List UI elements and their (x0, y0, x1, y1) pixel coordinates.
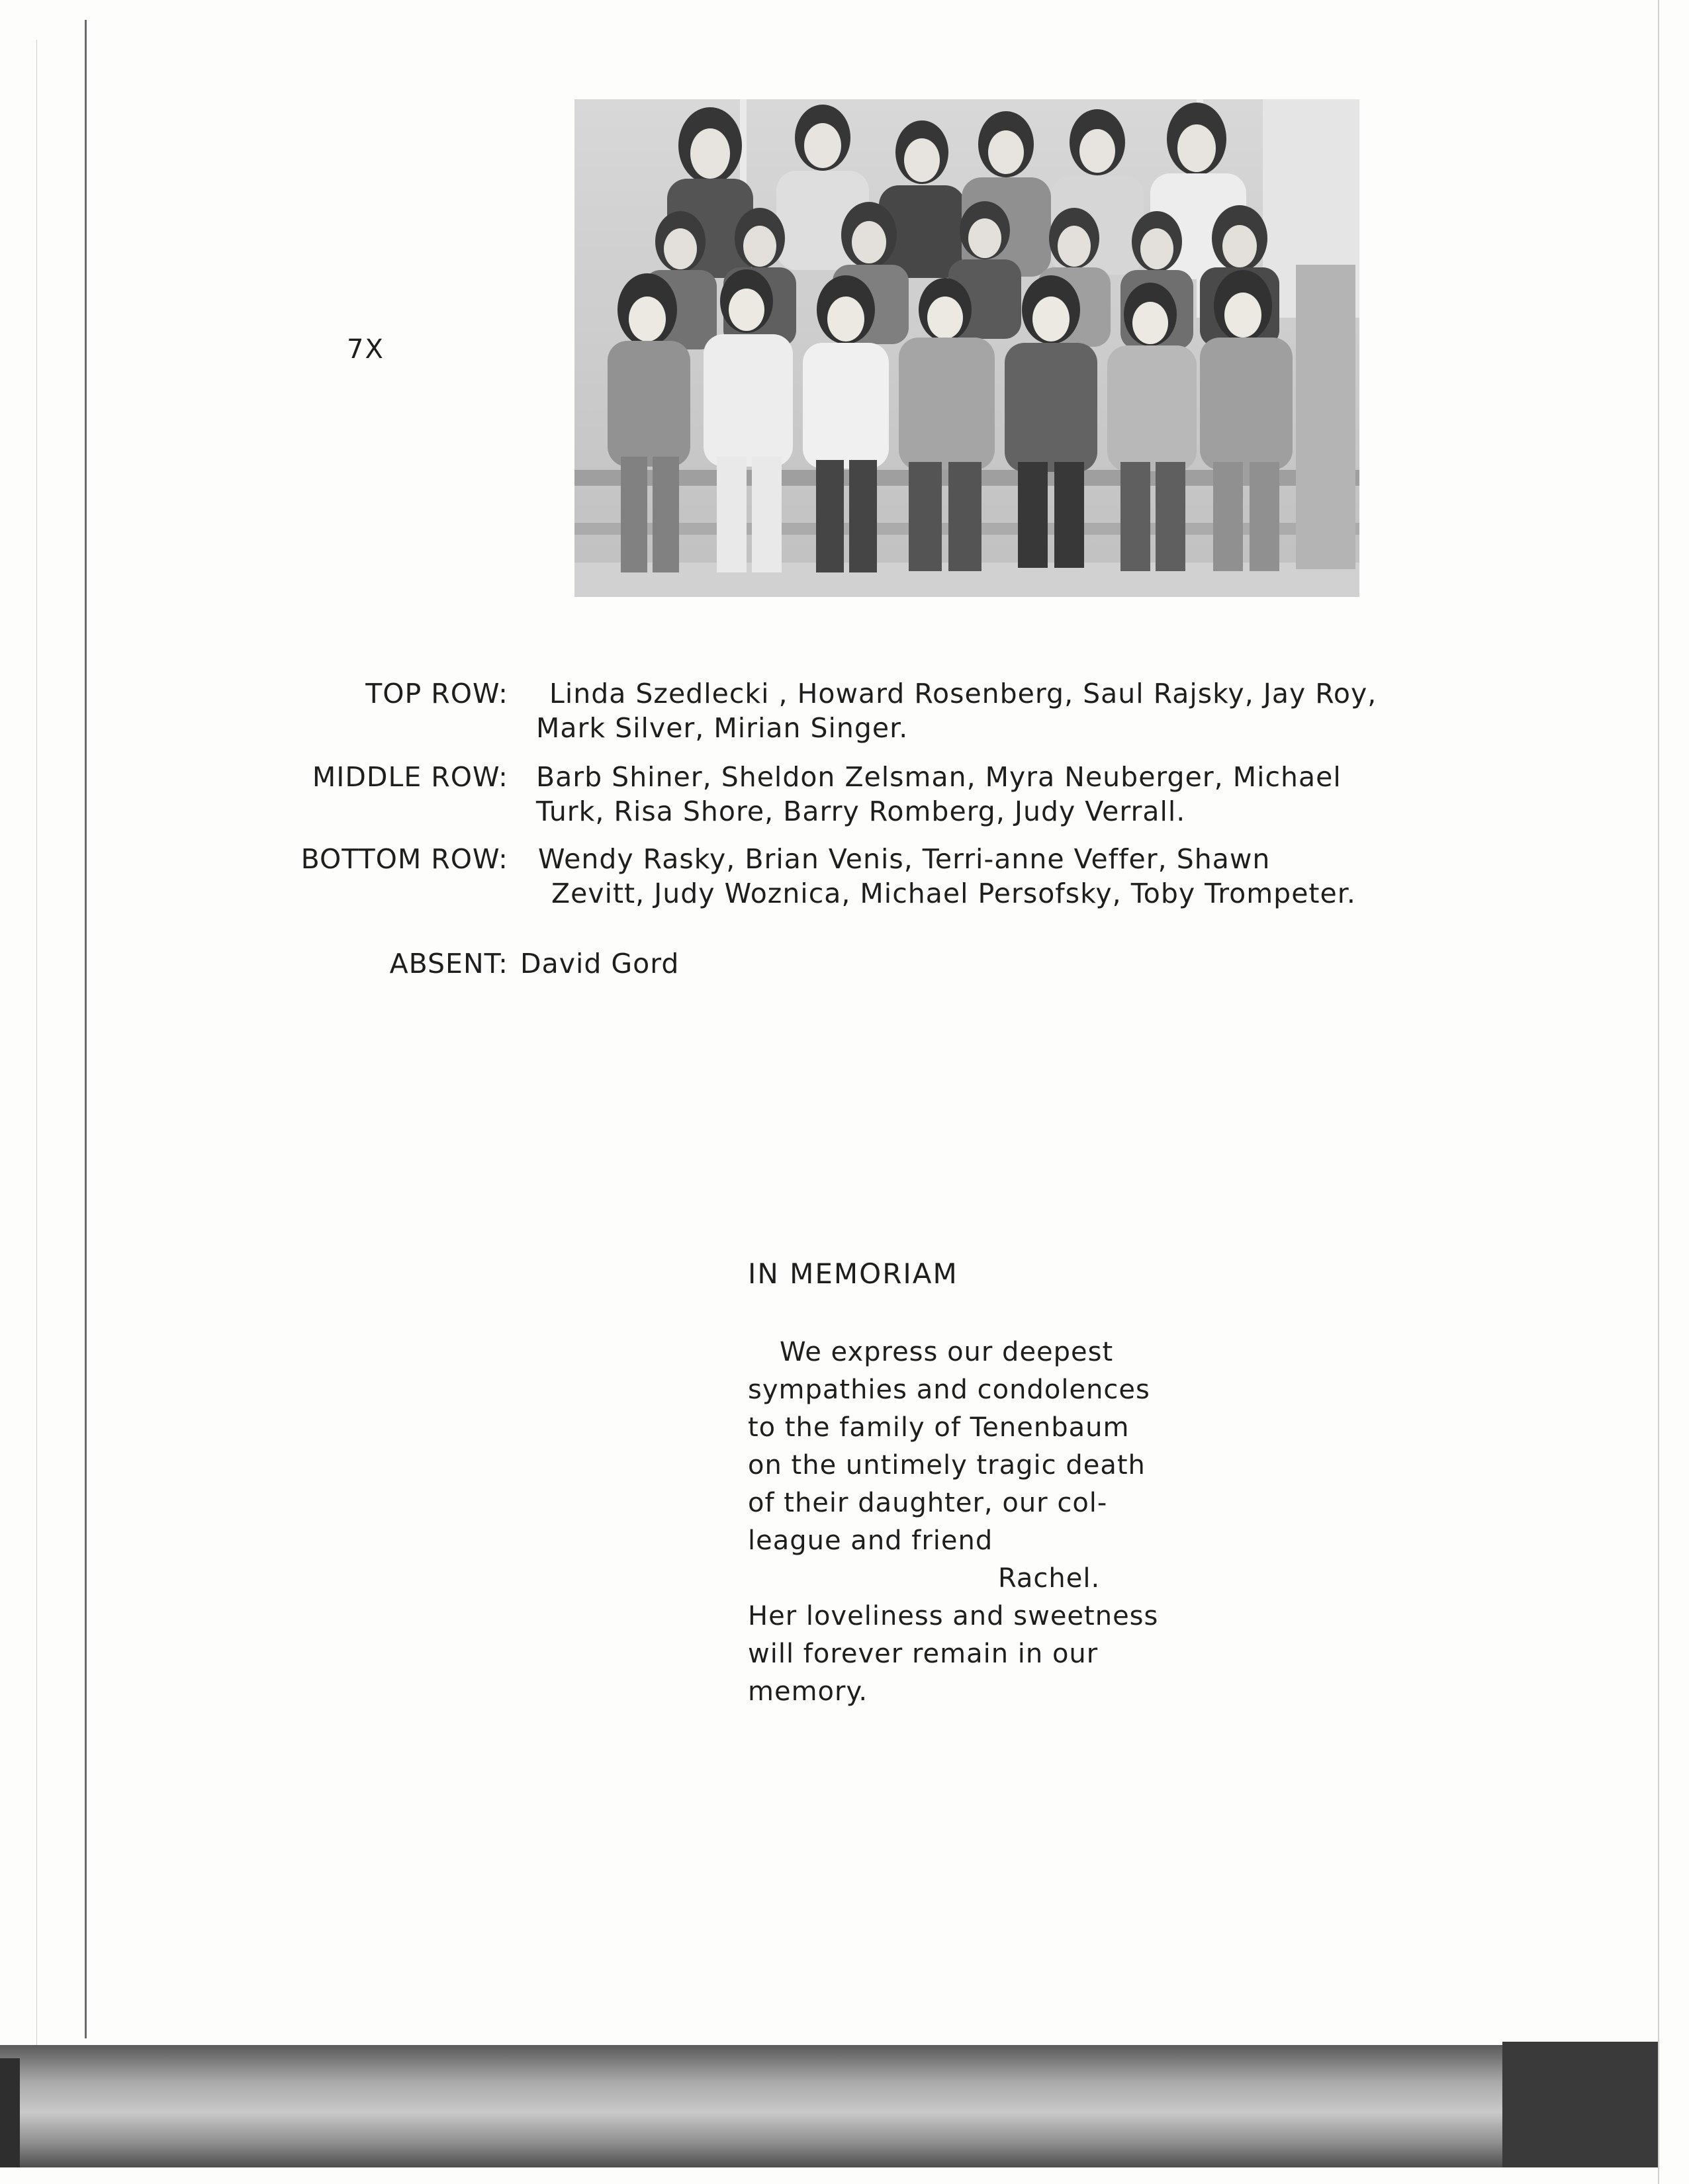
caption-names (538, 842, 1356, 911)
caption-line: Linda Szedlecki , Howard Rosenberg, Saul Rajsky, Jay Roy, (549, 678, 1377, 709)
memoriam-line: sympathies and condolences (748, 1375, 1150, 1405)
memoriam-line: memory. (748, 1676, 868, 1707)
caption-label: TOP ROW: (365, 678, 508, 709)
caption-line: Wendy Rasky, Brian Venis, Terri-anne Veffer, Shawn (538, 843, 1271, 875)
caption-label: ABSENT: (389, 948, 508, 979)
scan-artifact-band (0, 2045, 1658, 2167)
scan-artifact-dark (1502, 2042, 1658, 2167)
caption-names (520, 946, 679, 981)
class-photo (574, 99, 1359, 597)
binding-edge-faint (36, 40, 37, 2124)
caption-line: Zevitt, Judy Woznica, Michael Persofsky, Toby Trompeter. (551, 878, 1356, 909)
memoriam-line: league and friend (748, 1525, 993, 1556)
caption-label: MIDDLE ROW: (312, 761, 508, 793)
memoriam-line: Rachel. (998, 1563, 1101, 1594)
caption-line: David Gord (520, 948, 680, 979)
scan-artifact-left (0, 2058, 20, 2167)
page-right-edge (1658, 0, 1659, 2184)
memoriam-line: of their daughter, our col- (748, 1488, 1108, 1518)
memoriam-line: We express our deepest (780, 1337, 1114, 1367)
caption-names (536, 676, 1377, 745)
memoriam-line: will forever remain in our (748, 1639, 1099, 1669)
caption-line: Barb Shiner, Sheldon Zelsman, Myra Neuberger, Michael (536, 761, 1342, 793)
memoriam-line: on the untimely tragic death (748, 1450, 1146, 1480)
caption-label: BOTTOM ROW: (300, 843, 508, 875)
caption-names (536, 760, 1342, 829)
memoriam-line: to the family of Tenenbaum (748, 1412, 1130, 1443)
caption-line: Mark Silver, Mirian Singer. (536, 712, 909, 744)
memoriam-text (748, 1334, 1158, 1711)
caption-line: Turk, Risa Shore, Barry Romberg, Judy Verrall. (536, 796, 1186, 827)
class-label: 7X (347, 334, 385, 365)
memoriam-title: IN MEMORIAM (748, 1257, 958, 1290)
binding-edge (85, 20, 87, 2038)
memoriam-line: Her loveliness and sweetness (748, 1601, 1159, 1631)
